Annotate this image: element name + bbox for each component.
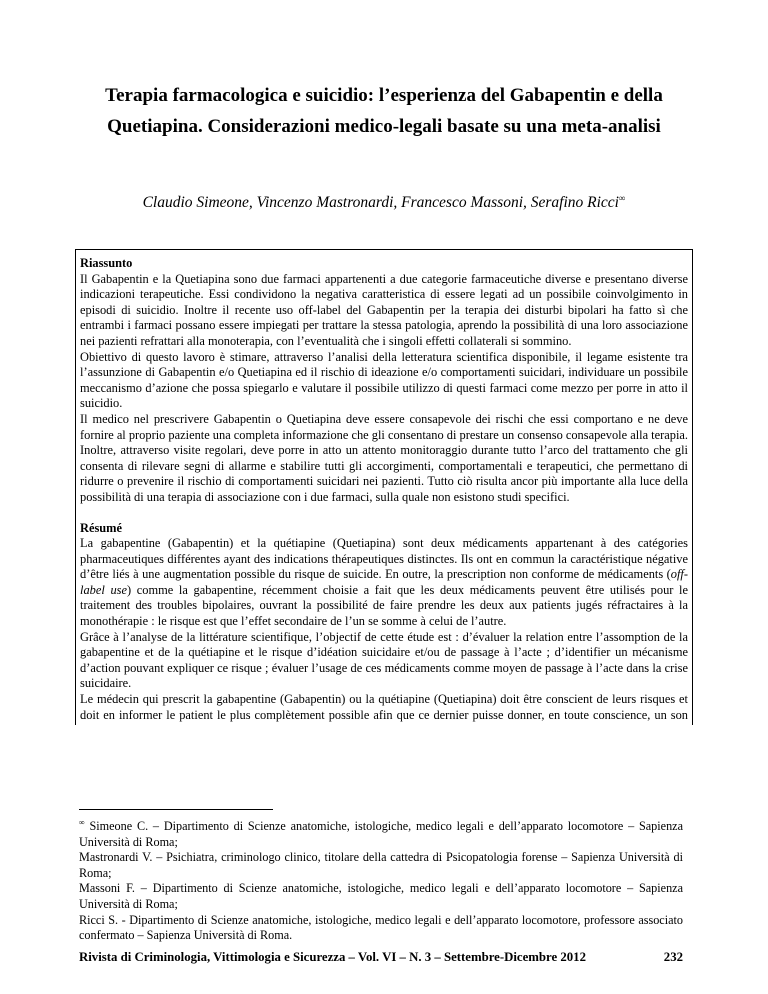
author-footnote-mark: ∞ [619, 193, 626, 203]
author-list [60, 193, 708, 212]
title-line-2: Quetiapina. Considerazioni medico-legali basate su una meta-analisi [107, 116, 661, 137]
resume-text: La gabapentine (Gabapentin) et la quétiapine (Quetiapina) sont deux médicaments appartenant à des catégories pharmaceutiques différentes ayant des indications thérapeutiques distinctes. Ils ont en commun la caractéristique négative d’être liés à une augmentation possible du risque de suicide. En outre, la prescription non conforme de médicaments ( [80, 536, 688, 582]
article-title [60, 80, 708, 142]
resume-italic-term: off-label use [80, 567, 688, 597]
riassunto-heading: Riassunto [80, 256, 133, 270]
footnote-separator [79, 809, 273, 810]
title-line-1: Terapia farmacologica e suicidio: l’esperienza del Gabapentin e della [105, 85, 663, 106]
riassunto-paragraph: Il Gabapentin e la Quetiapina sono due farmaci appartenenti a due categorie farmaceutiche diverse e presentano diverse indicazioni terapeutiche. Essi condividono la negativa caratteristica di essere legati ad un possibile coinvolgimento in episodi di suicidio. Inoltre il recente uso off-label del Gabapentin per la terapia dei disturbi bipolari ha fatto sì che entrambi i farmaci possano essere impiegati per trattare la stessa patologia, aprendo la possibilità di una loro associazione nei pazienti refrattari alla monoterapia, con l’eventualità che i singoli effetti collaterali si sommino. [80, 271, 688, 348]
page-number: 232 [663, 950, 683, 964]
footnote-text: Simeone C. – Dipartimento di Scienze anatomiche, istologiche, medico legali e dell’apparato locomotore – Sapienza Università di Roma; [79, 819, 683, 849]
footnote: Massoni F. – Dipartimento di Scienze anatomiche, istologiche, medico legali e dell’apparato locomotore – Sapienza Università di Roma; [79, 881, 683, 912]
resume-section [80, 521, 688, 726]
page-footer [79, 950, 683, 965]
riassunto-paragraph: Obiettivo di questo lavoro è stimare, attraverso l’analisi della letteratura scientifica disponibile, il legame esistente tra l’assunzione di Gabapentin e/o Quetiapina ed il rischio di ideazione e/o comportamenti suicidari, individuare un possibile meccanismo d’azione che possa spiegarlo e valutare il possibile utilizzo di questi farmaci come mezzo per porre in atto il suicidio. [80, 349, 688, 411]
footnotes [79, 815, 683, 944]
abstract-box [75, 249, 693, 725]
resume-paragraph: Le médecin qui prescrit la gabapentine (Gabapentin) ou la quétiapine (Quetiapina) doit être conscient de leurs risques et doit en informer le patient le plus complètement possible afin que ce dernier puisse donner, en toute conscience, un son [80, 692, 688, 722]
resume-paragraph [80, 536, 688, 630]
riassunto-section [80, 256, 688, 506]
resume-heading: Résumé [80, 520, 122, 535]
riassunto-paragraph: Il medico nel prescrivere Gabapentin o Quetiapina deve essere consapevole dei rischi che essi comportano e ne deve fornire al proprio paziente una completa informazione che gli consentano di prestare un consenso consapevole alla terapia. Inoltre, attraverso visite regolari, deve porre in atto un attento monitoraggio durante tutto l’arco del trattamento che gli consenta di rilevare segni di allarme e stabilire tutti gli accorgimenti, comportamentali e terapeutici, che permettano di ridurre o prevenire il rischio di comportamenti suicidari nei pazienti. Tutto ciò risulta ancor più importante alla luce della possibilità di una terapia di associazione con i due farmaci, sulla quale non esistono studi specifici. [80, 411, 688, 504]
resume-text: ) comme la gabapentine, récemment choisie a fait que les deux médicaments peuvent être utilisés pour le traitement des troubles bipolaires, ouvrant la possibilité de faire prendre les deux aux patients jugés réfractaires à la monothérapie : le risque est que l’effet secondaire de l’un se somme à celui de l’autre. [80, 582, 688, 629]
authors-text: Claudio Simeone, Vincenzo Mastronardi, Francesco Massoni, Serafino Ricci [142, 194, 619, 212]
footnote: Ricci S. - Dipartimento di Scienze anatomiche, istologiche, medico legali e dell’apparato locomotore, professore associato confermato – Sapienza Università di Roma. [79, 912, 683, 943]
footnote: Mastronardi V. – Psichiatra, criminologo clinico, titolare della cattedra di Psicopatologia forense – Sapienza Università di Roma; [79, 850, 683, 880]
footnote-mark: ∞ [79, 818, 85, 827]
resume-paragraph: Grâce à l’analyse de la littérature scientifique, l’objectif de cette étude est : d’évaluer la relation entre l’assomption de la gabapentine et de la quétiapine et le risque d’idéation suicidaire et/ou de passage à l’acte ; d’identifier un mécanisme d’action pouvant expliquer ce risque ; évaluer l’usage de ces médicaments comme moyen de passage à l’acte dans la crise suicidaire. [80, 629, 688, 691]
journal-citation: Rivista di Criminologia, Vittimologia e Sicurezza – Vol. VI – N. 3 – Settembre-Dicembre 2012 [79, 950, 586, 964]
footnote [79, 815, 683, 850]
